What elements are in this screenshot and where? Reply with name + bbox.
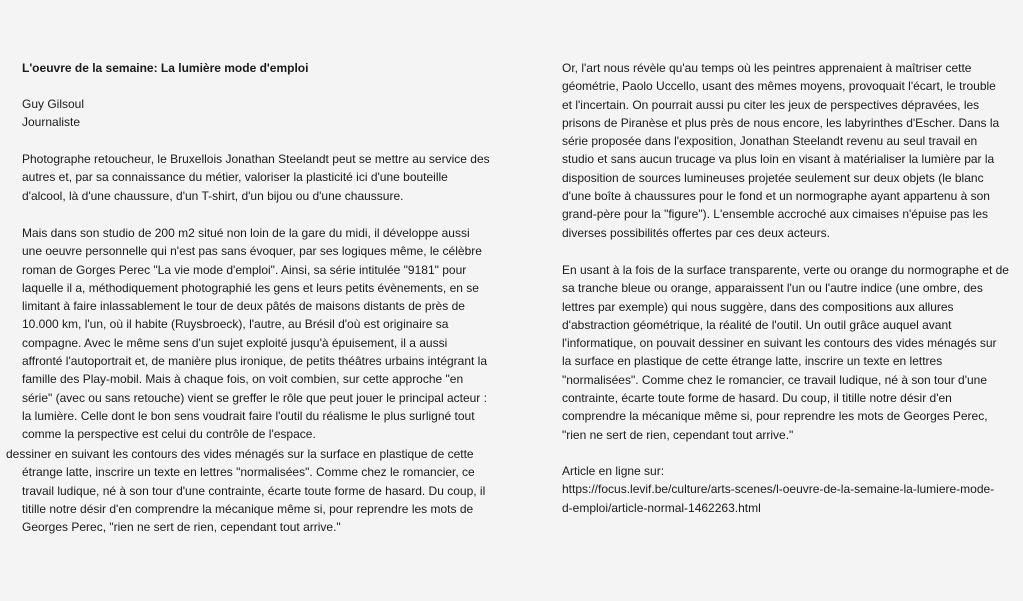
text-line: série proposée dans l'exposition, Jonathan Steelandt revenu au seul travail en — [562, 134, 978, 149]
text-line: lettres par exemple) qui nous suggère, dans des compositions aux allures — [562, 299, 954, 314]
text-line: limitant à faire inlassablement le tour de deux pâtés de maisons distants de près de — [22, 299, 465, 314]
article-title: L'oeuvre de la semaine: La lumière mode d'emploi — [22, 61, 309, 75]
text-line: Georges Perec, "rien ne sert de rien, cependant tout arrive." — [22, 520, 341, 535]
author-role: Journaliste — [22, 115, 81, 130]
text-line: laquelle il a, méthodiquement photographié les gens et leurs petits évènements, en se — [22, 280, 479, 295]
text-line: prisons de Piranèse et plus près de nous encore, les labyrinthes d'Escher. Dans la — [562, 115, 1000, 130]
online-source — [562, 462, 1002, 517]
text-line: série" (avec ou sans retouche) vient se greffer le rôle que peut jouer le principal acteur : — [22, 390, 487, 405]
text-line: "rien ne sert de rien, cependant tout arrive." — [562, 427, 794, 442]
text-line: 10.000 km, l'un, où il habite (Ruysbroeck), l'autre, au Brésil d'où est originaire sa — [22, 317, 449, 332]
article-url[interactable]: d-emploi/article-normal-1462263.html — [562, 500, 761, 515]
text-line: Mais dans son studio de 200 m2 situé non loin de la gare du midi, il développe aussi — [22, 226, 470, 240]
text-line: comprendre la mécanique même si, pour reprendre les mots de Georges Perec, — [562, 409, 988, 424]
text-line: Photographe retoucheur, le Bruxellois Jonathan Steelandt peut se mettre au service des — [22, 152, 490, 166]
text-line: l'informatique, on pouvait dessiner en suivant les contours des vides ménagés sur — [562, 336, 997, 351]
text-line: studio et sans aucun trucage va plus loin en visant à matérialiser la lumière par la — [562, 152, 995, 167]
text-line: diverses possibilités offertes par ces deux acteurs. — [562, 225, 830, 240]
text-line: travail ludique, né à son tour d'une contrainte, écarte toute forme de hasard. Du coup, il — [22, 483, 486, 498]
text-line: géométrie, Paolo Uccello, usant des mêmes moyens, provoquait l'écart, le trouble — [562, 79, 996, 94]
text-line: En usant à la fois de la surface transparente, verte ou orange du normographe et de — [562, 263, 1009, 277]
author-name: Guy Gilsoul — [22, 97, 85, 111]
text-line: d'abstraction géométrique, la réalité de l'outil. Un outil grâce auquel avant — [562, 317, 952, 332]
left-paragraph-1 — [22, 150, 490, 205]
text-line: roman de Gorges Perec "La vie mode d'emploi". Ainsi, sa série intitulée "9181" pour — [22, 262, 467, 277]
text-line: la surface en plastique de cette étrange latte, inscrire un texte en lettres — [562, 354, 943, 369]
text-line: Or, l'art nous révèle qu'au temps où les peintres apprenaient à maîtriser cette — [562, 61, 972, 75]
right-paragraph-1 — [562, 59, 1000, 242]
online-label: Article en ligne sur: — [562, 464, 665, 478]
text-line: dessiner en suivant les contours des vides ménagés sur la surface en plastique de cette — [6, 447, 474, 461]
article-url[interactable]: https://focus.levif.be/culture/arts-scenes/l-oeuvre-de-la-semaine-la-lumiere-mode- — [562, 482, 995, 497]
text-line: étrange latte, inscrire un texte en lettres "normalisées". Comme chez le romancier, ce — [22, 465, 475, 480]
text-line: famille des Play-mobil. Mais à chaque fois, on voit combien, sur cette approche "en — [22, 372, 464, 387]
text-line: compagne. Avec le même sens d'un sujet exploité jusqu'à épuisement, il a aussi — [22, 335, 448, 350]
text-line: autres et, par sa connaissance du métier, valoriser la plasticité ici d'une bouteille — [22, 170, 448, 185]
text-line: disposition de sources lumineuses projetée seulement sur deux objets (le blanc — [562, 170, 984, 185]
author-block — [22, 95, 84, 132]
text-line: grand-père pour la "figure"). L'ensemble accroché aux cimaises n'épuise pas les — [562, 207, 988, 222]
text-line: sa tranche bleue ou orange, apparaissent l'un ou l'autre indice (une ombre, des — [562, 281, 983, 296]
text-line: affronté l'autoportrait et, de manière plus ironique, de petits théâtres urbains intégrant la — [22, 354, 488, 369]
left-paragraph-3 — [6, 445, 486, 536]
text-line: la lumière. Celle dont le bon sens voudrait faire l'outil du réalisme le plus surligné tout — [22, 408, 475, 423]
left-paragraph-2 — [22, 224, 488, 444]
text-line: contrainte, écarte toute forme de hasard. Du coup, il titille notre désir d'en — [562, 391, 952, 406]
text-line: une oeuvre personnelle qui n'est pas sans évoquer, par ses logiques même, le célèbre — [22, 244, 482, 259]
text-line: titille notre désir d'en comprendre la mécanique même si, pour reprendre les mots de — [22, 501, 474, 516]
text-line: "normalisées". Comme chez le romancier, ce travail ludique, né à son tour d'une — [562, 372, 988, 387]
right-paragraph-2 — [562, 261, 1009, 444]
text-line: d'alcool, là d'une chaussure, d'un T-shirt, d'un bijou ou d'une chaussure. — [22, 188, 404, 203]
text-line: et l'incertain. On pourrait aussi pu citer les jeux de perspectives dépravées, les — [562, 97, 980, 112]
text-line: d'une boîte à chaussures pour le fond et un normographe ayant appartenu à son — [562, 189, 990, 204]
text-line: comme la perspective est celui du contrôle de l'espace. — [22, 427, 316, 442]
